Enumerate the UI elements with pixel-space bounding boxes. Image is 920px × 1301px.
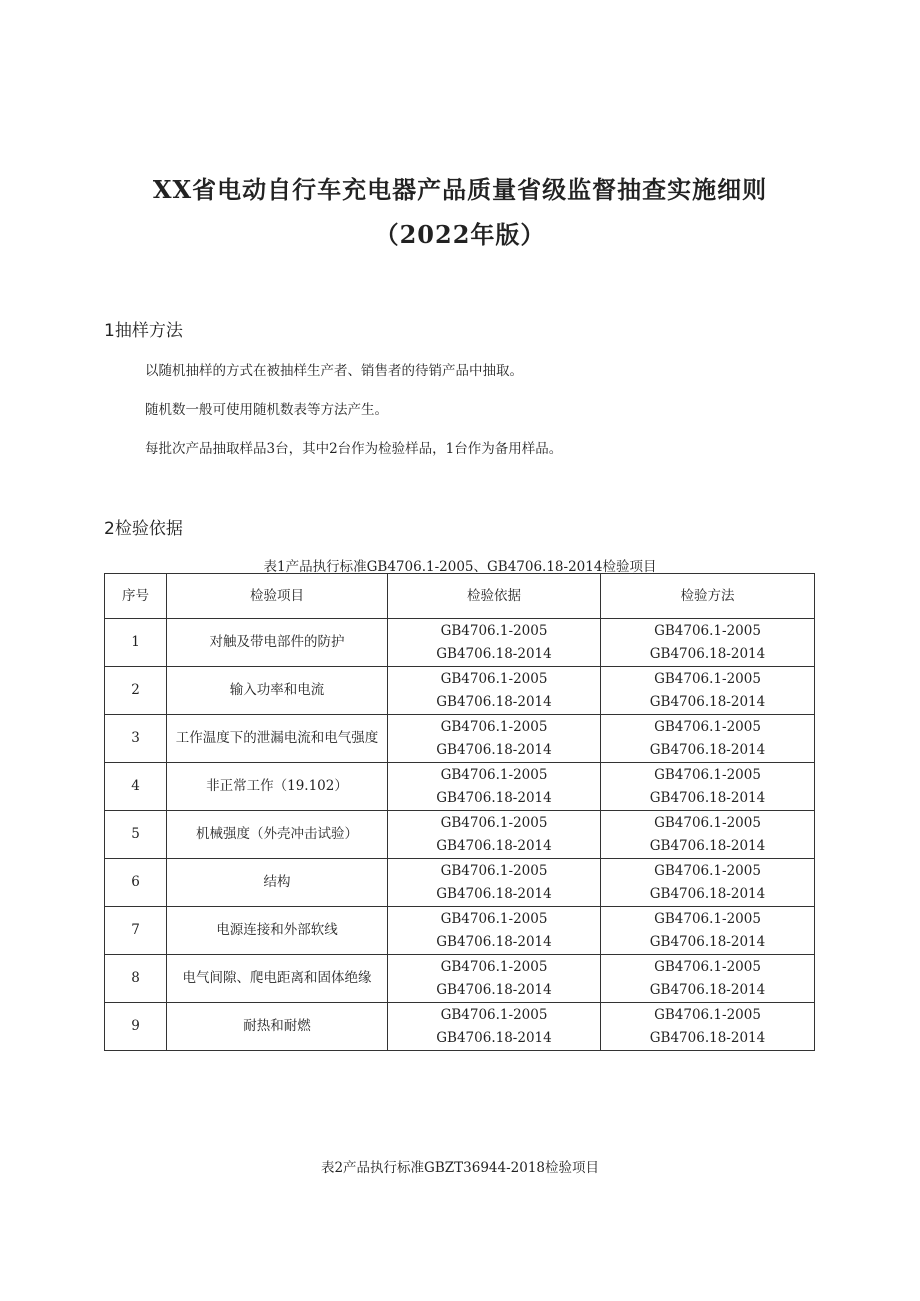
cell-item: 机械强度（外壳冲击试验） (167, 811, 388, 859)
method-standard: GB4706.1-2005 (654, 1006, 761, 1023)
cell-item: 非正常工作（19.102） (167, 763, 388, 811)
paragraph: 每批次产品抽取样品3台，其中2台作为检验样品，1台作为备用样品。 (145, 441, 563, 457)
basis-standard: GB4706.18-2014 (436, 981, 552, 998)
header-cell-basis: 检验依据 (388, 574, 601, 619)
basis-standard: GB4706.18-2014 (436, 885, 552, 902)
basis-standard: GB4706.18-2014 (436, 1029, 552, 1046)
method-standard: GB4706.18-2014 (649, 981, 766, 998)
table-row (105, 667, 815, 715)
basis-standard: GB4706.1-2005 (440, 766, 548, 783)
cell-method (601, 715, 815, 763)
section-heading-basis: 2检验依据 (104, 519, 183, 539)
document-title-year: （2022年版） (374, 220, 546, 249)
method-standard: GB4706.18-2014 (649, 645, 766, 662)
header-cell-item: 检验项目 (167, 574, 388, 619)
cell-no: 7 (105, 907, 167, 955)
method-standard: GB4706.18-2014 (649, 1029, 766, 1046)
cell-basis (388, 907, 601, 955)
cell-method (601, 667, 815, 715)
table-header-row (105, 574, 815, 619)
cell-no: 2 (105, 667, 167, 715)
cell-no: 5 (105, 811, 167, 859)
method-standard: GB4706.18-2014 (649, 885, 766, 902)
table-row (105, 859, 815, 907)
cell-item: 电气间隙、爬电距离和固体绝缘 (167, 955, 388, 1003)
method-standard: GB4706.18-2014 (649, 789, 766, 806)
cell-method (601, 763, 815, 811)
basis-standard: GB4706.18-2014 (436, 837, 552, 854)
basis-standard: GB4706.18-2014 (436, 933, 552, 950)
cell-item: 耐热和耐燃 (167, 1003, 388, 1051)
method-standard: GB4706.1-2005 (654, 766, 761, 783)
cell-no: 8 (105, 955, 167, 1003)
method-standard: GB4706.18-2014 (649, 741, 766, 758)
inspection-items-table (104, 573, 815, 1051)
basis-standard: GB4706.1-2005 (440, 862, 548, 879)
cell-method (601, 811, 815, 859)
cell-method (601, 955, 815, 1003)
cell-basis (388, 859, 601, 907)
basis-standard: GB4706.1-2005 (440, 910, 548, 927)
cell-method (601, 1003, 815, 1051)
cell-no: 4 (105, 763, 167, 811)
cell-basis (388, 1003, 601, 1051)
method-standard: GB4706.1-2005 (654, 958, 761, 975)
header-cell-no: 序号 (105, 574, 167, 619)
basis-standard: GB4706.1-2005 (440, 622, 548, 639)
cell-no: 3 (105, 715, 167, 763)
method-standard: GB4706.1-2005 (654, 718, 761, 735)
basis-standard: GB4706.1-2005 (440, 670, 548, 687)
basis-standard: GB4706.18-2014 (436, 693, 552, 710)
cell-item: 电源连接和外部软线 (167, 907, 388, 955)
method-standard: GB4706.1-2005 (654, 814, 761, 831)
basis-standard: GB4706.18-2014 (436, 645, 552, 662)
table-row (105, 1003, 815, 1051)
cell-no: 6 (105, 859, 167, 907)
table-caption: 表1产品执行标准GB4706.1-2005、GB4706.18-2014检验项目 (263, 559, 657, 575)
basis-standard: GB4706.1-2005 (440, 814, 548, 831)
method-standard: GB4706.18-2014 (649, 693, 766, 710)
cell-method (601, 907, 815, 955)
table-row (105, 907, 815, 955)
basis-standard: GB4706.1-2005 (440, 718, 548, 735)
paragraph: 以随机抽样的方式在被抽样生产者、销售者的待销产品中抽取。 (145, 363, 523, 379)
method-standard: GB4706.1-2005 (654, 622, 761, 639)
table-caption: 表2产品执行标准GBZT36944-2018检验项目 (320, 1160, 600, 1176)
cell-basis (388, 667, 601, 715)
header-cell-method: 检验方法 (601, 574, 815, 619)
basis-standard: GB4706.1-2005 (440, 1006, 548, 1023)
document-title: XX省电动自行车充电器产品质量省级监督抽查实施细则 (152, 175, 768, 204)
basis-standard: GB4706.18-2014 (436, 741, 552, 758)
cell-method (601, 619, 815, 667)
cell-item: 对触及带电部件的防护 (167, 619, 388, 667)
cell-no: 9 (105, 1003, 167, 1051)
table-row (105, 763, 815, 811)
cell-item: 工作温度下的泄漏电流和电气强度 (167, 715, 388, 763)
table-row (105, 811, 815, 859)
cell-basis (388, 763, 601, 811)
method-standard: GB4706.18-2014 (649, 933, 766, 950)
table-body (105, 619, 815, 1051)
table-row (105, 619, 815, 667)
cell-basis (388, 715, 601, 763)
cell-item: 结构 (167, 859, 388, 907)
cell-item: 输入功率和电流 (167, 667, 388, 715)
cell-method (601, 859, 815, 907)
section-heading-sampling: 1抽样方法 (104, 321, 183, 341)
basis-standard: GB4706.1-2005 (440, 958, 548, 975)
cell-basis (388, 619, 601, 667)
method-standard: GB4706.18-2014 (649, 837, 766, 854)
table-row (105, 715, 815, 763)
table-row (105, 955, 815, 1003)
paragraph: 随机数一般可使用随机数表等方法产生。 (145, 402, 388, 418)
method-standard: GB4706.1-2005 (654, 670, 761, 687)
method-standard: GB4706.1-2005 (654, 862, 761, 879)
cell-basis (388, 955, 601, 1003)
method-standard: GB4706.1-2005 (654, 910, 761, 927)
basis-standard: GB4706.18-2014 (436, 789, 552, 806)
cell-basis (388, 811, 601, 859)
cell-no: 1 (105, 619, 167, 667)
